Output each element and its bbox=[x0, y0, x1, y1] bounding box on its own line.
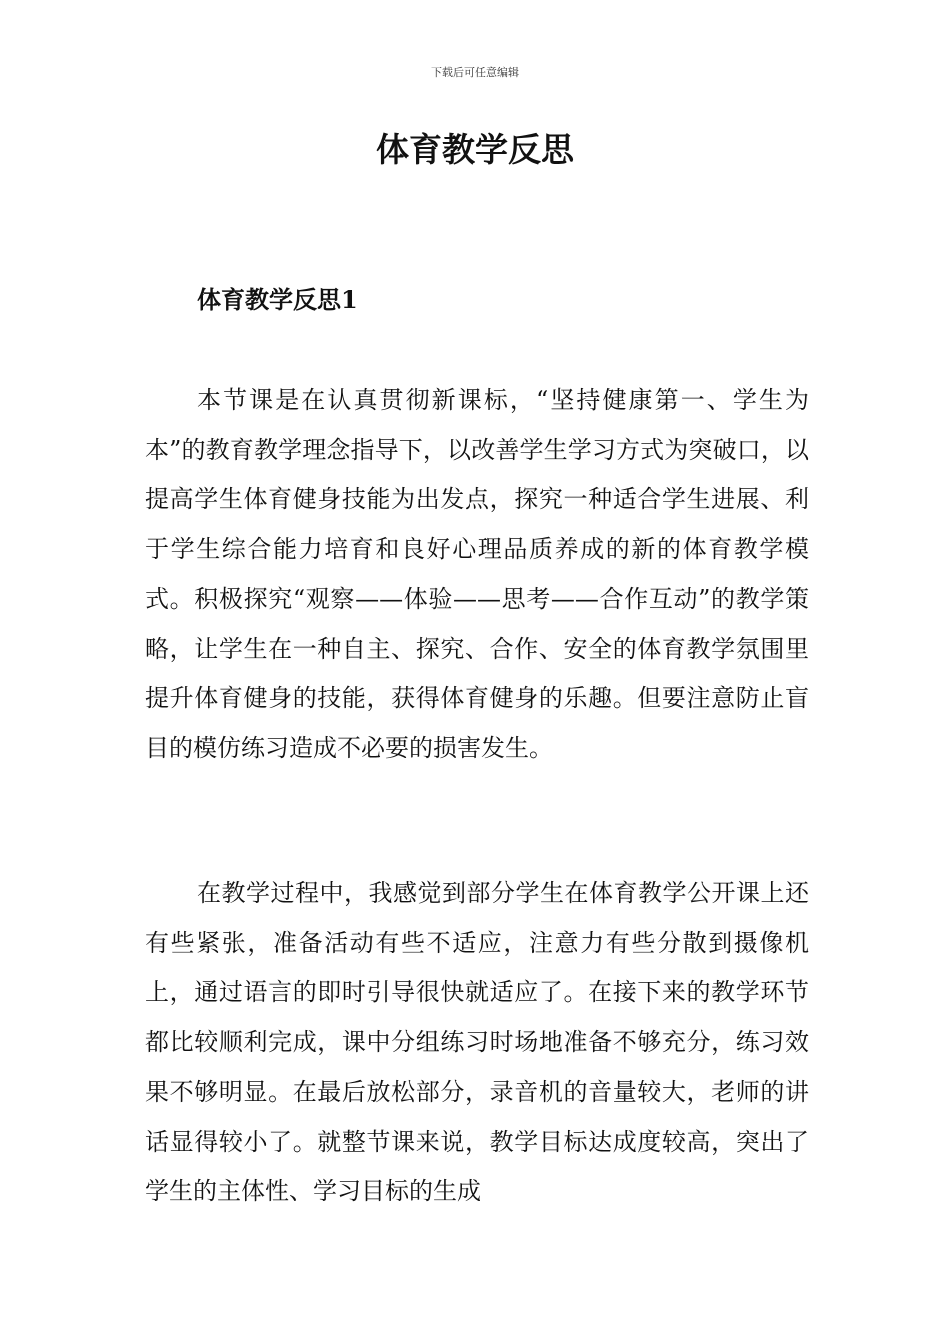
document-title: 体育教学反思 bbox=[376, 130, 574, 169]
section-heading: 体育教学反思1 bbox=[197, 285, 358, 314]
header-note: 下载后可任意编辑 bbox=[431, 66, 519, 79]
body-paragraph-1: 本节课是在认真贯彻新课标，“坚持健康第一、学生为本”的教育教学理念指导下，以改善学生学习方式为突破口，以提高学生体育健身技能为出发点，探究一种适合学生进展、利于学生综合能力培育和良好心理品质养成的新的体育教学模式。积极探究“观察——体验——思考——合作互动”的教学策略，让学生在一种自主、探究、合作、安全的体育教学氛围里提升体育健身的技能，获得体育健身的乐趣。但要注意防止盲目的模仿练习造成不必要的损害发生。 bbox=[145, 386, 809, 762]
body-paragraph-2: 在教学过程中，我感觉到部分学生在体育教学公开课上还有些紧张，准备活动有些不适应，注意力有些分散到摄像机上，通过语言的即时引导很快就适应了。在接下来的教学环节都比较顺利完成，课中分组练习时场地准备不够充分，练习效果不够明显。在最后放松部分，录音机的音量较大，老师的讲话显得较小了。就整节课来说，教学目标达成度较高，突出了学生的主体性、学习目标的生成 bbox=[145, 879, 809, 1206]
